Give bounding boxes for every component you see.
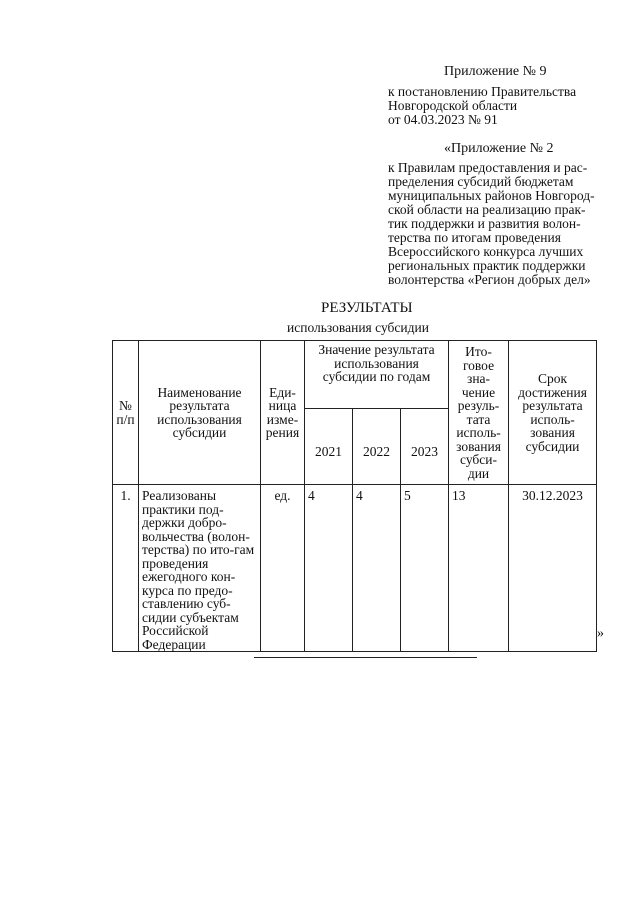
appendix-2-title: «Приложение № 2: [444, 141, 554, 156]
appendix-9-line: Новгородской области: [388, 98, 518, 113]
header-name: Наименование результата использования субсидии: [139, 341, 261, 485]
document-title-sub: использования субсидии: [287, 320, 429, 335]
row-name: Реализованы практики под-держки добро-вольчества (волон-терства) по ито-гам проведения ежегодного кон-курса по предо-ставлению суб-сидии субъектам Российской Федерации: [139, 485, 261, 652]
header-total: Ито-говое зна-чение резуль-тата исполь-зования субси-дии: [449, 341, 509, 485]
row-deadline: 30.12.2023: [509, 485, 597, 652]
row-num: 1.: [113, 485, 139, 652]
appendix-9-body: [388, 85, 628, 127]
row-total: 13: [449, 485, 509, 652]
results-table: [112, 340, 597, 652]
appendix-2-line: волонтерства «Регион добрых дел»: [388, 272, 591, 287]
header-deadline: Срок достижения результата исполь-зования субсидии: [509, 341, 597, 485]
row-value-2023: 5: [401, 485, 449, 652]
document-title-main: РЕЗУЛЬТАТЫ: [321, 300, 413, 316]
header-values-group: Значение результата использования субсидии по годам: [305, 341, 449, 409]
appendix-2-line: ской области на реализацию прак-: [388, 202, 586, 217]
footer-divider: [254, 657, 477, 658]
appendix-2-line: муниципальных районов Новгород-: [388, 188, 595, 203]
row-value-2021: 4: [305, 485, 353, 652]
row-value-2022: 4: [353, 485, 401, 652]
appendix-2-body: [388, 161, 633, 287]
row-unit: ед.: [261, 485, 305, 652]
header-num: № п/п: [113, 341, 139, 485]
appendix-2-line: тик поддержки и развития волон-: [388, 216, 581, 231]
appendix-9-line: к постановлению Правительства: [388, 84, 577, 99]
header-unit: Еди-ница изме-рения: [261, 341, 305, 485]
header-year-2021: 2021: [305, 409, 353, 485]
appendix-9-title: Приложение № 9: [444, 64, 547, 79]
appendix-2-line: Всероссийского конкурса лучших: [388, 244, 584, 259]
header-year-2022: 2022: [353, 409, 401, 485]
appendix-2-line: региональных практик поддержки: [388, 258, 586, 273]
appendix-2-line: терства по итогам проведения: [388, 230, 561, 245]
header-year-2023: 2023: [401, 409, 449, 485]
appendix-2-line: к Правилам предоставления и рас-: [388, 160, 588, 175]
table-row: [113, 485, 597, 652]
appendix-9-line: от 04.03.2023 № 91: [388, 112, 498, 127]
closing-quote: »: [597, 626, 604, 641]
appendix-2-line: пределения субсидий бюджетам: [388, 174, 574, 189]
